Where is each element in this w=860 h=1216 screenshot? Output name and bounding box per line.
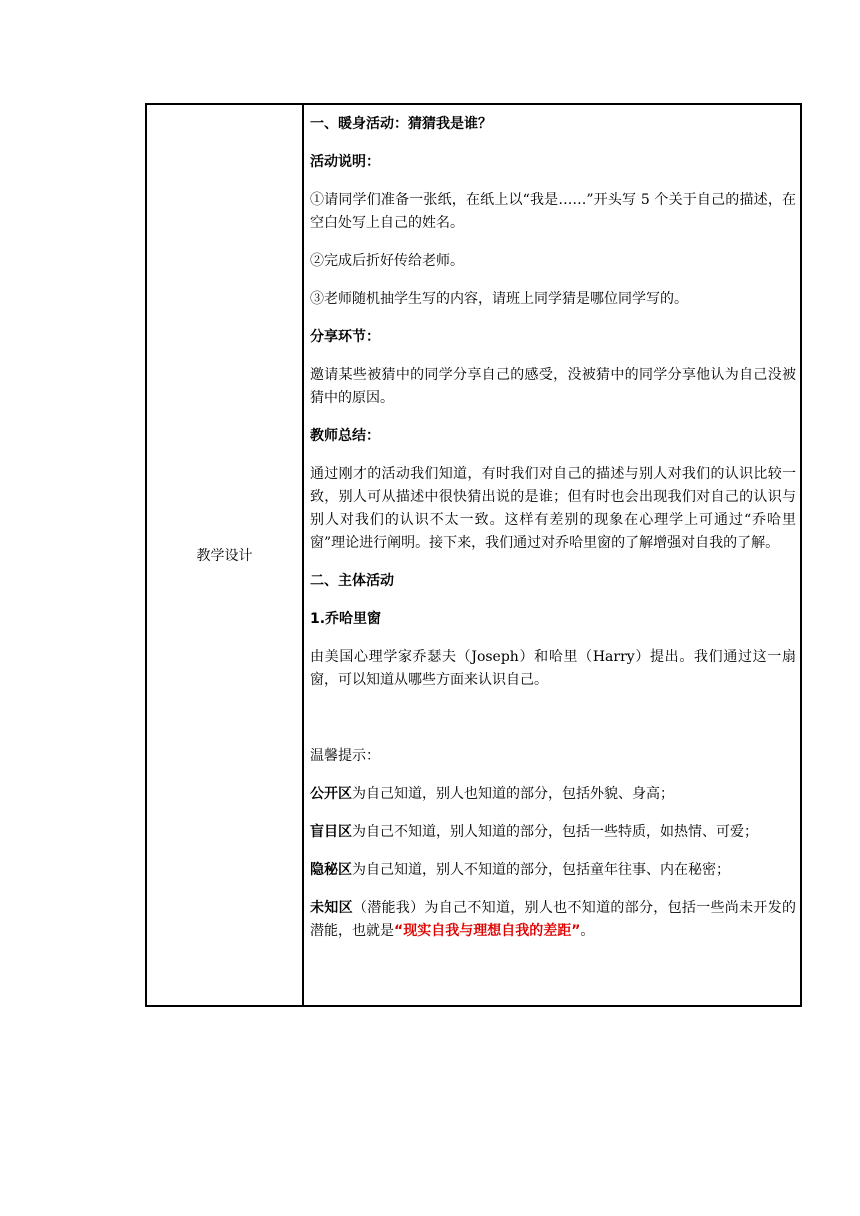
share-heading: 分享环节： — [310, 329, 380, 345]
blind-area-text: 为自己不知道，别人知道的部分，包括一些特质，如热情、可爱； — [352, 824, 758, 840]
public-area-item — [310, 783, 796, 806]
johari-window-heading: 1.乔哈里窗 — [310, 611, 382, 627]
section-heading-main: 二、主体活动 — [310, 573, 394, 589]
spacer — [310, 707, 796, 745]
unknown-area-item — [310, 897, 796, 943]
summary-heading: 教师总结： — [310, 428, 380, 444]
hidden-area-text: 为自己知道，别人不知道的部分，包括童年往事、内在秘密； — [352, 862, 730, 878]
step-1: ①请同学们准备一张纸，在纸上以“我是……”开头写 5 个关于自己的描述，在空白处写上自己的姓名。 — [310, 192, 796, 231]
hidden-area-item — [310, 859, 796, 882]
blind-area-term: 盲目区 — [310, 824, 352, 840]
unknown-area-end: 。 — [580, 923, 595, 939]
step-3: ③老师随机抽学生写的内容，请班上同学猜是哪位同学写的。 — [310, 291, 688, 307]
hidden-area-term: 隐秘区 — [310, 862, 352, 878]
activity-description-heading: 活动说明： — [310, 154, 380, 170]
tip-label: 温馨提示： — [310, 748, 380, 764]
blind-area-item — [310, 821, 796, 844]
section-heading-warmup: 一、暖身活动：猜猜我是谁？ — [310, 116, 492, 132]
step-2: ②完成后折好传给老师。 — [310, 253, 464, 269]
johari-window-text: 由美国心理学家乔瑟夫（Joseph）和哈里（Harry）提出。我们通过这一扇窗，可以知道从哪些方面来认识自己。 — [310, 649, 796, 688]
public-area-term: 公开区 — [310, 786, 352, 802]
summary-text: 通过刚才的活动我们知道，有时我们对自己的描述与别人对我们的认识比较一致，别人可从描述中很快猜出说的是谁；但有时也会出现我们对自己的认识与别人对我们的认识不太一致。这样有差别的现象在心理学上可通过“乔哈里窗”理论进行阐明。接下来，我们通过对乔哈里窗的了解增强对自我的了解。 — [310, 466, 796, 551]
public-area-text: 为自己知道，别人也知道的部分，包括外貌、身高； — [352, 786, 674, 802]
share-text: 邀请某些被猜中的同学分享自己的感受，没被猜中的同学分享他认为自己没被猜中的原因。 — [310, 367, 796, 406]
row-label-cell — [147, 105, 304, 1005]
unknown-area-text: （潜能我）为自己不知道，别人也不知道的部分，包括一些尚未开发的潜能，也就是 — [310, 900, 797, 939]
content-cell — [304, 105, 800, 1005]
unknown-area-term: 未知区 — [310, 900, 353, 916]
unknown-area-highlight: “现实自我与理想自我的差距” — [394, 923, 581, 939]
lesson-table — [145, 103, 802, 1007]
row-label: 教学设计 — [196, 548, 253, 564]
